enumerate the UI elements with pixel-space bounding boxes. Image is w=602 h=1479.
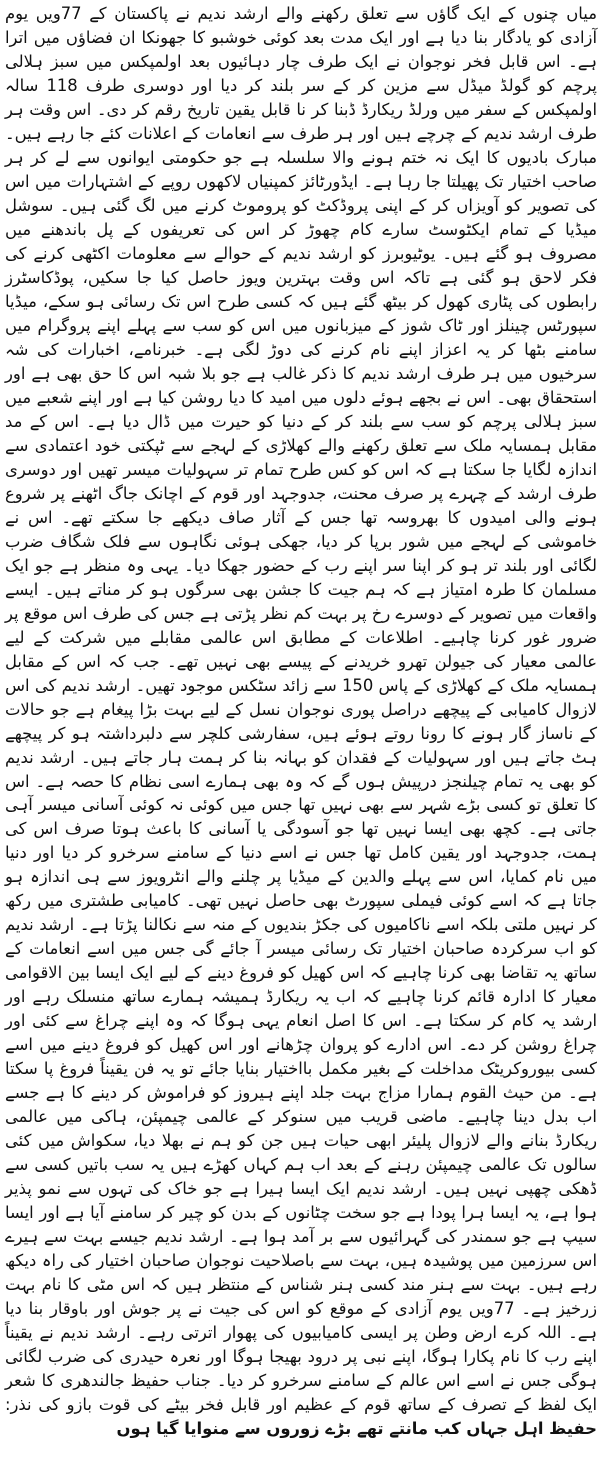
closing-couplet: حفیظ اہل جہاں کب مانتے تھے بڑے زوروں سے منوایا گیا ہوں	[116, 1419, 597, 1439]
article-body-text: میاں چنوں کے ایک گاؤں سے تعلق رکھنے والے ارشد ندیم نے پاکستان کے 77ویں یوم آزادی کو یادگار بنا دیا ہے اور ایک مدت بعد کوئی خوشبو کا جھونکا ان فضاؤں میں اترا ہے۔ اس قابل فخر نوجوان نے ایک طرف چار دہائیوں بعد اولمپکس میں سبز ہلالی پرچم کو گولڈ میڈل سے مزین کر کے سر بلند کر دیا اور دوسری طرف 118 سالہ اولمپکس کے سفر میں ورلڈ ریکارڈ ڈبنا کر نا قابل یقین تاریخ رقم کر دی۔ اس وقت ہر طرف ارشد ندیم کے چرچے ہیں اور ہر طرف سے انعامات کے اعلانات کئے جا رہے ہیں۔ مبارک بادیوں کا ایک نہ ختم ہونے والا سلسلہ ہے جو حکومتی ایوانوں سے لے کر ہر صاحب اختیار تک پھیلتا جا رہا ہے۔ ایڈورٹائز کمپنیاں لاکھوں روپے کے اشتہارات میں اس کی تصویر کو آویزاں کر کے اپنی پروڈکٹ کو پروموٹ کرنے میں لگ گئی ہیں۔ سوشل میڈیا کے تمام ایکٹوسٹ سارے کام چھوڑ کر اس کی تعریفوں کے پل باندھنے میں مصروف ہو گئے ہیں۔ یوٹیوبرز کو ارشد ندیم کے حوالے سے معلومات اکٹھی کرنے کی فکر لاحق ہو گئی ہے تاکہ اس وقت بہترین ویوز حاصل کیا جا سکیں، پوڈکاسٹرز رابطوں کی پٹاری کھول کر بیٹھ گئے ہیں کہ کسی طرح اس تک رسائی ہو سکے، میڈیا سپورٹس چینلز اور ٹاک شوز کے میزبانوں میں اس کو سب سے پہلے اپنے پروگرام میں سامنے بٹھا کر یہ اعزاز اپنے نام کرنے کی دوڑ لگی ہے۔ خبرنامے، اخبارات کی شہ سرخیوں میں ہر طرف ارشد ندیم کا ذکر غالب ہے جو بلا شبہ اس کا حق بھی ہے اور استحقاق بھی۔ اس نے بجھے ہوئے دلوں میں امید کا دیا روشن کیا ہے اور اپنے شعبے میں سبز ہلالی پرچم کو سب سے بلند کر کے دنیا کو حیرت میں ڈال دیا ہے۔ اس کے مد مقابل ہمسایہ ملک سے تعلق رکھنے والے کھلاڑی کے لہجے سے ٹپکتی خود اعتمادی سے اندازہ لگایا جا سکتا ہے کہ اس کو کس طرح تمام تر سہولیات میسر تھیں اور دوسری طرف ارشد کے چہرے پر صرف محنت، جدوجہد اور قوم کے اچانک جاگ اٹھنے پر شروع ہونے والی امیدوں کا بھروسہ تھا جس کے آثار صاف دیکھے جا سکتے تھے۔ اس نے خاموشی کے لہجے میں شور برپا کر دیا، جھکی ہوئی نگاہوں سے فلک شگاف ضرب لگائی اور بلند تر ہو کر اپنا سر اپنے رب کے حضور جھکا دیا۔ یہی وہ منظر ہے جو ایک مسلمان کا طرہ امتیاز ہے کہ ہم جیت کا جشن بھی سرگوں ہو کر مناتے ہیں۔ ایسے واقعات میں تصویر کے دوسرے رخ پر بہت کم نظر پڑتی ہے جس کی طرف اس موقع پر ضرور غور کرنا چاہیے۔ اطلاعات کے مطابق اس عالمی مقابلے میں شرکت کے لیے عالمی معیار کی جیولن تھرو خریدنے کے پیسے بھی نہیں تھے۔ جب کہ اس کے مقابل ہمسایہ ملک کے کھلاڑی کے پاس 150 سے زائد سٹکس موجود تھیں۔ ارشد ندیم کی اس لازوال کامیابی کے پیچھے دراصل پوری نوجوان نسل کے لیے بہت بڑا پیغام ہے جو حالات کے ناساز گار ہونے کا رونا روتے ہوئے ہیں، سفارشی کلچر سے دلبرداشتہ ہو کر پیچھے ہٹ جاتے ہیں اور سہولیات کے فقدان کو بہانہ بنا کر ہمت ہار جاتے ہیں۔ ارشد ندیم کو بھی یہ تمام چیلنجز درپیش ہوں گے کہ وہ بھی ہمارے اسی نظام کا حصہ ہے۔ اس کا تعلق تو کسی بڑے شہر سے بھی نہیں تھا جس میں کوئی نہ کوئی آسانی میسر آہی جاتی ہے۔ کچھ بھی ایسا نہیں تھا جو آسودگی یا آسانی کا باعث ہوتا صرف اس کی ہمت، جدوجہد اور یقین کامل تھا جس نے اسے دنیا کے سامنے سرخرو کر دیا اور دنیا میں نام کمایا، اس سے پہلے والدین کے میڈیا پر چلنے والے انٹرویوز سے ہی اندازہ ہو جاتا ہے کہ اسے کوئی فیملی سپورٹ بھی حاصل نہیں تھی۔ کامیابی طشتری میں رکھ کر نہیں ملتی بلکہ اسے ناکامیوں کی جکڑ بندیوں کے منہ سے نکالنا پڑتا ہے۔ ارشد ندیم کو اب سرکردہ صاحبان اختیار تک رسائی میسر آ جائے گی جس میں اسے انعامات کے ساتھ یہ تقاضا بھی کرنا چاہیے کہ اس کھیل کو فروغ دینے کے لیے ایک ایسا بین الاقوامی معیار کا ادارہ قائم کرنا چاہیے کہ اب یہ ریکارڈ ہمیشہ ہمارے ساتھ منسلک رہے اور ارشد یہ کام کر سکتا ہے۔ اس کا اصل انعام یہی ہوگا کہ وہ اپنے چراغ سے کئی اور چراغ روشن کر دے۔ اس ادارے کو پروان چڑھانے اور اس کھیل کو فروغ دینے میں اسے کسی بیوروکریٹک مداخلت کے بغیر مکمل بااختیار بنایا جائے تو یہ فن یقیناً فروغ پا سکتا ہے۔ من حیث القوم ہمارا مزاج بہت جلد اپنے ہیروز کو فراموش کر دینے کا ہے جسے اب بدل دینا چاہیے۔ ماضی قریب میں سنوکر کے عالمی چیمپئن، ہاکی میں عالمی ریکارڈ بنانے والے لازوال پلیئر ابھی حیات ہیں جن کو ہم نے بھلا دیا، سکواش میں کئی سالوں تک عالمی چیمپئن رہنے کے بعد اب ہم کہاں کھڑے ہیں یہ سب باتیں کسی سے ڈھکی چھپی نہیں ہیں۔ ارشد ندیم ایک ایسا ہیرا ہے جو خاک کی تہوں سے نمو پذیر ہوا ہے، یہ ایسا ہرا پودا ہے جو سخت چٹانوں کے بدن کو چیر کر سامنے آیا ہے اور ایسا سیپ ہے جو سمندر کی گہرائیوں سے بر آمد ہوا ہے۔ ارشد ندیم جیسے بہت سے ہیرے اس سرزمین میں پوشیدہ ہیں، بہت سے باصلاحیت نوجوان صاحبان اختیار کی راہ دیکھ رہے ہیں۔ بہت سے ہنر مند کسی ہنر شناس کے منتظر ہیں کہ اس مٹی کا نام بہت زرخیز ہے۔ 77ویں یوم آزادی کے موقع کو اس کی جیت نے پر جوش اور باوقار بنا دیا ہے۔ اللہ کرے ارض وطن پر ایسی کامیابیوں کی پھوار اترتی رہے۔ ارشد ندیم نے یقیناً اپنے رب کا نام پکارا ہوگا، اپنے نبی پر درود بھیجا ہوگا اور نعرہ حیدری کی ضرب لگائی ہوگی جس نے اسے اس عالم کے سامنے سرخرو کر دیا۔ جناب حفیظ جالندھری کا شعر ایک لفظ کے تصرف کے ساتھ قوم کے عظیم اور قابل فخر بیٹے کی قوت بازو کی نذر:	[5, 4, 597, 1415]
column-article	[5, 2, 597, 1441]
